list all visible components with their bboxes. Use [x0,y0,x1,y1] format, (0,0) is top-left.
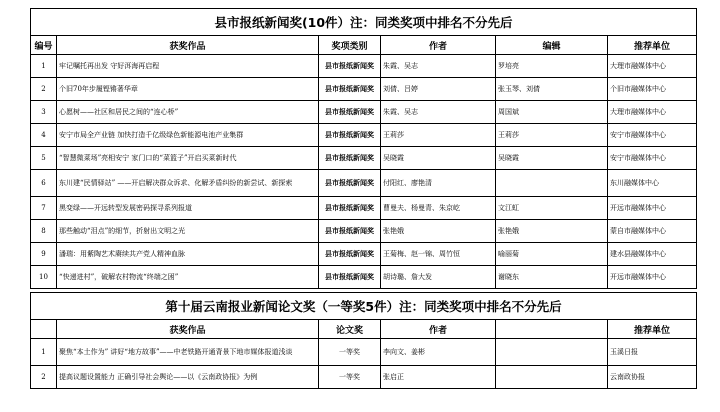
recommending-unit: 玉溪日报 [608,339,697,366]
column-header: 编辑 [496,36,608,55]
column-header: 作者 [381,320,496,339]
table-row [31,147,697,170]
table-row [31,339,697,366]
recommending-unit: 开远市融媒体中心 [608,266,697,289]
recommending-unit: 个旧市融媒体中心 [608,78,697,101]
recommending-unit: 大理市融媒体中心 [608,55,697,78]
table-row [31,78,697,101]
section-title: 第十届云南报业新闻论文奖（一等奖5件）注：同类奖项中排名不分先后 [31,293,697,320]
editor: 张玉琴、刘倩 [496,78,608,101]
award-category: 县市报纸新闻奖 [319,55,381,78]
table-row [31,55,697,78]
recommending-unit: 安宁市融媒体中心 [608,124,697,147]
work-title: 牢记嘱托再出发 守好洱海再启程 [57,55,319,78]
authors: 王莉莎 [381,124,496,147]
column-header: 推荐单位 [608,36,697,55]
authors: 吴晓霞 [381,147,496,170]
authors: 朱霞、吴志 [381,101,496,124]
row-number: 2 [31,366,57,389]
column-header: 编号 [31,36,57,55]
work-title: 心愿树——社区和居民之间的“连心桥” [57,101,319,124]
editor: 张艳娥 [496,220,608,243]
editor [496,339,608,366]
editor: 周国斌 [496,101,608,124]
table-row [31,243,697,266]
work-title: “智慧微菜场”亮相安宁 家门口的“菜篮子”开启买菜新时代 [57,147,319,170]
award-category: 县市报纸新闻奖 [319,243,381,266]
row-number: 5 [31,147,57,170]
column-header: 获奖作品 [57,320,319,339]
work-title: 聚焦“本土作为” 讲好“地方故事”——中老铁路开通背景下地市媒体报道浅谈 [57,339,319,366]
authors: 张艳娥 [381,220,496,243]
authors: 李向文、姜彬 [381,339,496,366]
row-number: 2 [31,78,57,101]
work-title: “快递进村”，破解农村物流“终端之困” [57,266,319,289]
editor [496,366,608,389]
award-category: 县市报纸新闻奖 [319,147,381,170]
award-category: 一等奖 [319,366,381,389]
recommending-unit: 安宁市融媒体中心 [608,147,697,170]
authors: 胡诗璐、詹大发 [381,266,496,289]
column-header: 论文奖 [319,320,381,339]
work-title: 个旧70年步履铿锵著华章 [57,78,319,101]
award-category: 县市报纸新闻奖 [319,266,381,289]
award-category: 县市报纸新闻奖 [319,170,381,197]
table-row [31,101,697,124]
recommending-unit: 蒙自市融媒体中心 [608,220,697,243]
column-header [496,320,608,339]
section-title-row [31,293,697,320]
table-row [31,197,697,220]
award-category: 县市报纸新闻奖 [319,124,381,147]
table-row [31,170,697,197]
work-title: 安宁市局全产业链 加快打造千亿级绿色新能源电池产业集群 [57,124,319,147]
authors: 张启正 [381,366,496,389]
award-category: 县市报纸新闻奖 [319,220,381,243]
column-header: 奖项类别 [319,36,381,55]
award-category: 县市报纸新闻奖 [319,101,381,124]
column-header: 作者 [381,36,496,55]
editor: 文江虹 [496,197,608,220]
award-sheet [30,8,696,389]
authors: 王菊梅、赵一锦、周竹恒 [381,243,496,266]
award-table [30,8,697,389]
recommending-unit: 建水县融媒体中心 [608,243,697,266]
authors: 曹曼夫、杨曼青、朱京屹 [381,197,496,220]
authors: 朱霞、吴志 [381,55,496,78]
work-title: 提高议题设置能力 正确引导社会舆论——以《云南政协报》为例 [57,366,319,389]
column-header: 推荐单位 [608,320,697,339]
editor: 王莉莎 [496,124,608,147]
work-title: 那些触动“泪点”的细节，折射出文明之光 [57,220,319,243]
authors: 刘倩、吕婷 [381,78,496,101]
row-number: 9 [31,243,57,266]
row-number: 1 [31,55,57,78]
recommending-unit: 云南政协报 [608,366,697,389]
row-number: 8 [31,220,57,243]
recommending-unit: 东川融媒体中心 [608,170,697,197]
award-category: 县市报纸新闻奖 [319,78,381,101]
work-title: 潘瑞：用紫陶艺术赓续共产党人精神血脉 [57,243,319,266]
table-row [31,366,697,389]
table-row [31,124,697,147]
recommending-unit: 大理市融媒体中心 [608,101,697,124]
authors: 付阳红、廖艳清 [381,170,496,197]
editor [496,170,608,197]
column-header: 获奖作品 [57,36,319,55]
table-row [31,266,697,289]
editor: 谢晓东 [496,266,608,289]
row-number: 3 [31,101,57,124]
section-title: 县市报纸新闻奖(10件）注：同类奖项中排名不分先后 [31,9,697,36]
row-number: 1 [31,339,57,366]
table-row [31,220,697,243]
section-title-row [31,9,697,36]
editor: 罗培亮 [496,55,608,78]
header-row [31,320,697,339]
editor: 喻丽菊 [496,243,608,266]
work-title: 黑变绿——开远转型发展密码探寻系列报道 [57,197,319,220]
row-number: 10 [31,266,57,289]
award-category: 县市报纸新闻奖 [319,197,381,220]
row-number: 6 [31,170,57,197]
column-header [31,320,57,339]
award-category: 一等奖 [319,339,381,366]
work-title: 东川建“民情驿站” ——开启解决群众诉求、化解矛盾纠纷的新尝试、新探索 [57,170,319,197]
row-number: 7 [31,197,57,220]
recommending-unit: 开远市融媒体中心 [608,197,697,220]
row-number: 4 [31,124,57,147]
editor: 吴晓霞 [496,147,608,170]
header-row [31,36,697,55]
